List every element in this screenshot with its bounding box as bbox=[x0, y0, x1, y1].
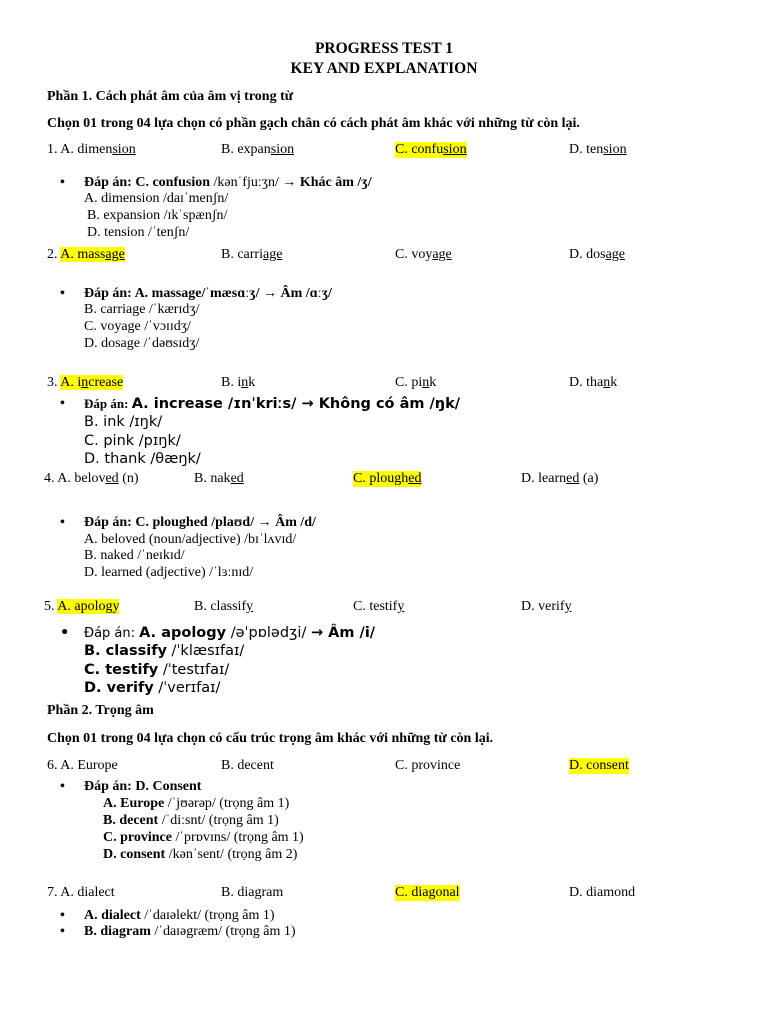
explanation-line: A. Europe /ˈjʊərəp/ (trọng âm 1) bbox=[103, 796, 290, 811]
question-4 bbox=[44, 471, 139, 487]
question-2 bbox=[47, 247, 125, 263]
question-number: 2. bbox=[47, 247, 58, 262]
question-number: 1. bbox=[47, 142, 58, 157]
explanation-line: • B. diagram /ˈdaɪəgræm/ (trọng âm 1) bbox=[84, 924, 296, 940]
part2-instruction: Chọn 01 trong 04 lựa chọn có cấu trúc trọng âm khác với những từ còn lại. bbox=[47, 731, 494, 746]
option-d: D. learned (a) bbox=[521, 471, 599, 486]
question-5 bbox=[44, 599, 119, 615]
explanation-6: • Đáp án: D. Consent bbox=[84, 779, 201, 795]
option-c-answer: C. confusion bbox=[395, 142, 467, 157]
explanation-line: D. dosage /ˈdəʊsɪdʒ/ bbox=[84, 336, 200, 351]
explanation-line: C. testify /ˈtestɪfaɪ/ bbox=[84, 662, 230, 678]
option-d: D. verify bbox=[521, 599, 572, 614]
option-c-answer: C. ploughed bbox=[353, 471, 422, 486]
explanation-line: D. thank /θæŋk/ bbox=[84, 451, 201, 467]
option-a-answer: A. massage bbox=[60, 247, 125, 262]
explanation-line: D. verify /ˈverɪfaɪ/ bbox=[84, 680, 221, 696]
part1-heading: Phần 1. Cách phát âm của âm vị trong từ bbox=[47, 89, 294, 104]
option-c-answer: C. diagonal bbox=[395, 885, 460, 900]
option-a: A. beloved (n) bbox=[57, 471, 139, 486]
page-subtitle: KEY AND EXPLANATION bbox=[290, 60, 478, 77]
explanation-line: D. consent /kənˈsent/ (trọng âm 2) bbox=[103, 847, 298, 862]
explanation-1: • Đáp án: C. confusion /kənˈfjuːʒn/ → Khác âm /ʒ/ bbox=[84, 175, 372, 191]
option-b: B. diagram bbox=[221, 885, 284, 900]
option-d: D. dosage bbox=[569, 247, 626, 262]
question-number: 5. bbox=[44, 599, 55, 614]
explanation-line: • A. dialect /ˈdaɪəlekt/ (trọng âm 1) bbox=[84, 908, 275, 924]
explanation-line: B. classify /ˈklæsɪfaɪ/ bbox=[84, 643, 245, 659]
explanation-line: C. province /ˈprɒvɪns/ (trọng âm 1) bbox=[103, 830, 304, 845]
explanation-line: C. pink /pɪŋk/ bbox=[84, 433, 181, 449]
option-d-answer: D. consent bbox=[569, 758, 629, 773]
explanation-line: B. decent /ˈdiːsnt/ (trọng âm 1) bbox=[103, 813, 279, 828]
option-b: B. expansion bbox=[221, 142, 295, 157]
explanation-5: • Đáp án: A. apology /əˈpɒlədʒi/ → Âm /i/ bbox=[84, 625, 375, 641]
page-title: PROGRESS TEST 1 bbox=[314, 40, 454, 57]
explanation-line: A. dimension /daɪˈmenʃn/ bbox=[84, 191, 229, 206]
option-d: D. thank bbox=[569, 375, 618, 390]
option-a-answer: A. increase bbox=[60, 375, 124, 390]
explanation-2: • Đáp án: A. massage/ˈmæsɑːʒ/ → Âm /ɑːʒ/ bbox=[84, 286, 332, 302]
option-b: B. carriage bbox=[221, 247, 283, 262]
question-7 bbox=[47, 885, 115, 901]
option-c: C. pink bbox=[395, 375, 437, 390]
explanation-line: A. beloved (noun/adjective) /bɪˈlʌvɪd/ bbox=[84, 532, 297, 547]
question-6 bbox=[47, 758, 118, 774]
option-c: C. voyage bbox=[395, 247, 452, 262]
part2-heading: Phần 2. Trọng âm bbox=[47, 703, 154, 718]
option-b: B. decent bbox=[221, 758, 274, 773]
option-c: C. province bbox=[395, 758, 461, 773]
explanation-line: C. voyage /ˈvɔɪɪdʒ/ bbox=[84, 319, 191, 334]
option-d: D. diamond bbox=[569, 885, 636, 900]
question-number: 3. bbox=[47, 375, 58, 390]
option-a: A. dialect bbox=[60, 885, 115, 900]
question-number: 6. bbox=[47, 758, 58, 773]
explanation-line: B. ink /ɪŋk/ bbox=[84, 414, 163, 430]
explanation-line: B. carriage /ˈkærɪdʒ/ bbox=[84, 302, 200, 317]
question-1 bbox=[47, 142, 136, 158]
explanation-3: • Đáp án: A. increase /ɪnˈkriːs/ → Không có âm /ŋk/ bbox=[84, 396, 460, 413]
option-b: B. naked bbox=[194, 471, 244, 486]
part1-instruction: Chọn 01 trong 04 lựa chọn có phần gạch chân có cách phát âm khác với những từ còn lại. bbox=[47, 116, 580, 131]
option-b: B. classify bbox=[194, 599, 254, 614]
option-a: A. dimension bbox=[60, 142, 136, 157]
option-d: D. tension bbox=[569, 142, 627, 157]
question-number: 4. bbox=[44, 471, 55, 486]
explanation-line: B. expansion /ɪkˈspænʃn/ bbox=[87, 208, 228, 223]
question-number: 7. bbox=[47, 885, 58, 900]
option-b: B. ink bbox=[221, 375, 256, 390]
option-a: A. Europe bbox=[60, 758, 118, 773]
explanation-line: D. tension /ˈtenʃn/ bbox=[87, 225, 190, 240]
option-a-answer: A. apology bbox=[57, 599, 120, 614]
explanation-4: • Đáp án: C. ploughed /plaʊd/ → Âm /d/ bbox=[84, 515, 316, 531]
option-c: C. testify bbox=[353, 599, 405, 614]
explanation-line: D. learned (adjective) /ˈlɜːnɪd/ bbox=[84, 565, 254, 580]
question-3 bbox=[47, 375, 123, 391]
explanation-line: B. naked /ˈneɪkɪd/ bbox=[84, 548, 185, 563]
